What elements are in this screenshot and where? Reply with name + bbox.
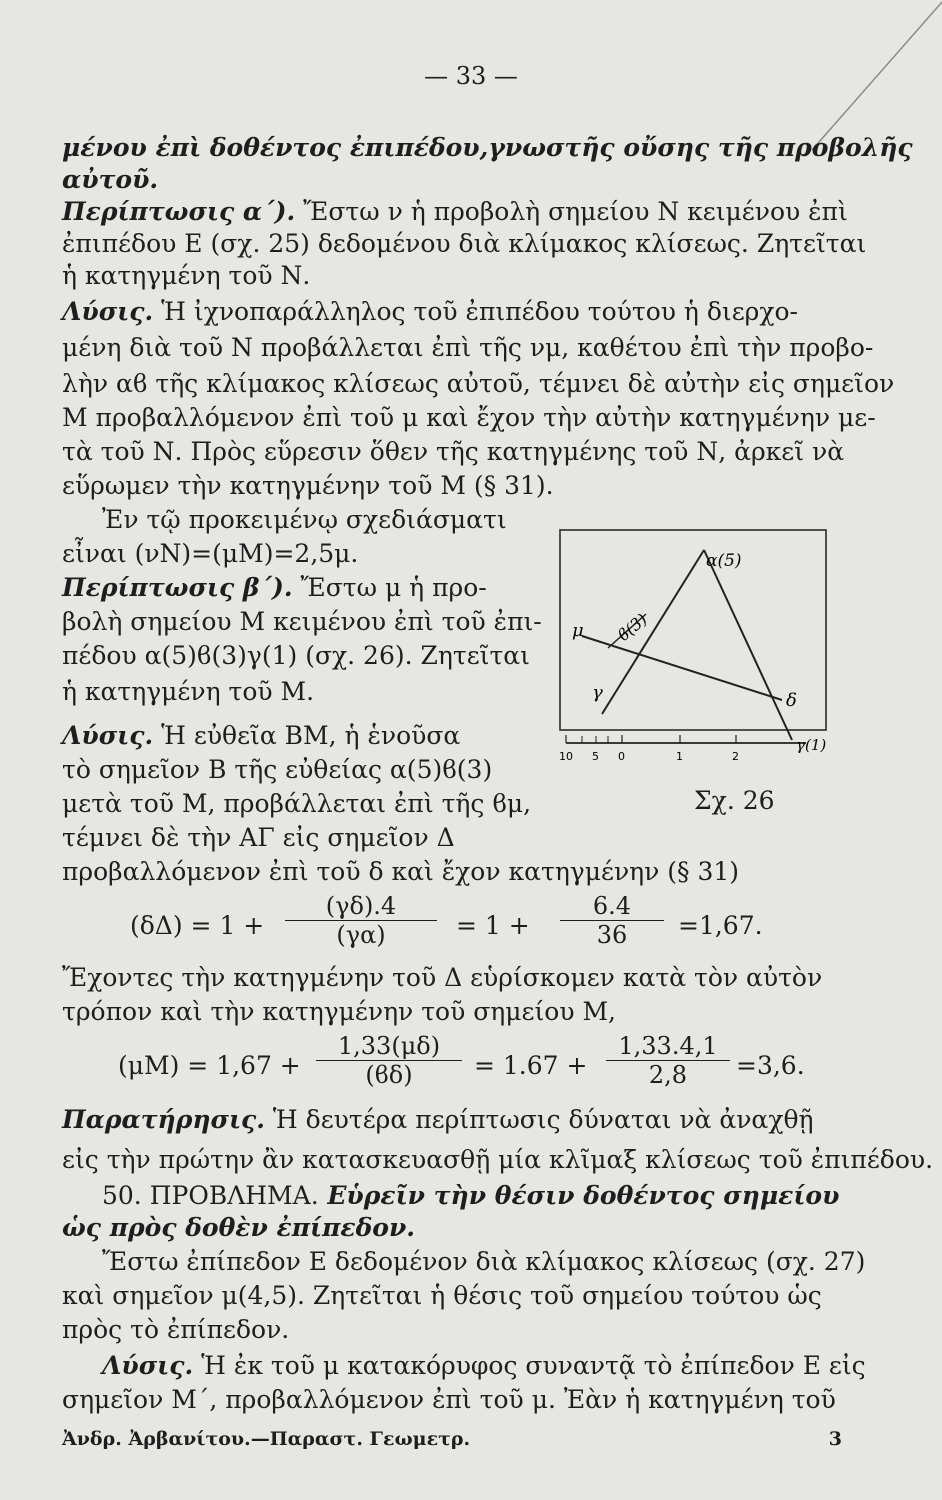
text-run: Ἡ ἰχνοπαράλληλος τοῦ ἐπιπέδου τούτου ἡ διερχο-: [153, 297, 798, 326]
formula-result: =1,67.: [678, 911, 763, 940]
solution-heading: Λύσις.: [102, 1351, 194, 1380]
label-delta: δ: [786, 690, 797, 711]
text-line: ἡ κατηγμένη τοῦ Μ.: [62, 677, 315, 706]
text-line: τρόπον καὶ τὴν κατηγμένην τοῦ σημείου Μ,: [62, 997, 617, 1026]
text-line: [102, 1350, 882, 1382]
text-line: μένη διὰ τοῦ Ν προβάλλεται ἐπὶ τῆς νμ, καθέτου ἐπὶ τὴν προβο-: [62, 333, 874, 362]
page-footer: [62, 1428, 842, 1450]
denominator: (ϐδ): [316, 1060, 462, 1089]
tick-label: 10: [559, 750, 573, 763]
text-line: πέδου α(5)ϐ(3)γ(1) (σχ. 26). Ζητεῖται: [62, 641, 530, 670]
formula-mid: = 1 +: [456, 911, 530, 940]
text-line: τὸ σημεῖον Β τῆς εὐθείας α(5)ϐ(3): [62, 755, 493, 784]
text-line: εὕρωμεν τὴν κατηγμένην τοῦ Μ (§ 31).: [62, 471, 554, 500]
text-line: εἶναι (νΝ)=(μΜ)=2,5μ.: [62, 539, 359, 568]
footer-author-title: Ἀνδρ. Ἀρβανίτου.—Παραστ. Γεωμετρ.: [62, 1428, 471, 1450]
formula-lhs: (δΔ) = 1 +: [130, 911, 265, 940]
text-run: Ἡ ἐκ τοῦ μ κατακόρυφος συναντᾷ τὸ ἐπίπεδον Ε εἰς: [193, 1351, 866, 1380]
text-line: τὰ τοῦ Ν. Πρὸς εὕρεσιν ὅθεν τῆς κατηγμένης τοῦ Ν, ἀρκεῖ νὰ: [62, 437, 845, 466]
text-run: Ἡ δευτέρα περίπτωσις δύναται νὰ ἀναχθῇ: [264, 1105, 814, 1134]
text-line: [102, 1180, 882, 1212]
text-line: λὴν αϐ τῆς κλίμακος κλίσεως αὐτοῦ, τέμνει δὲ αὐτὴν εἰς σημεῖον: [62, 369, 895, 398]
text-line: μετὰ τοῦ Μ, προβάλλεται ἐπὶ τῆς ϐμ,: [62, 789, 532, 818]
text-line: εἰς τὴν πρώτην ἂν κατασκευασθῇ μία κλῖμαξ κλίσεως τοῦ ἐπιπέδου.: [62, 1145, 934, 1174]
text-line: μένου ἐπὶ δοθέντος ἐπιπέδου,γνωστῆς οὔσης τῆς προβολῆς: [62, 133, 913, 162]
figure-caption: Σχ. 26: [694, 786, 775, 815]
tick-label: 5: [592, 750, 599, 763]
figure-26-diagram: [556, 528, 830, 778]
denominator: 2,8: [606, 1060, 730, 1089]
line-a-gamma1: [704, 550, 792, 740]
fraction: [285, 892, 437, 949]
text-line: τέμνει δὲ τὴν ΑΓ εἰς σημεῖον Δ: [62, 823, 455, 852]
tick-label: 0: [618, 750, 625, 763]
fraction: [560, 892, 664, 949]
text-line: ὡς πρὸς δοθὲν ἐπίπεδον.: [62, 1213, 416, 1242]
label-b3: ϐ(3): [614, 609, 651, 645]
label-a5: α(5): [706, 551, 742, 571]
text-line: καὶ σημεῖον μ(4,5). Ζητεῖται ἡ θέσις τοῦ σημείου τούτου ὡς: [62, 1281, 822, 1310]
label-gamma: γ: [592, 682, 603, 703]
numerator: (γδ).4: [325, 892, 397, 920]
fraction: [606, 1032, 730, 1089]
formula-lhs: (μΜ) = 1,67 +: [118, 1051, 301, 1080]
text-run: Ἡ εὐθεῖα ΒΜ, ἡ ἑνοῦσα: [153, 721, 461, 750]
text-line: Ἔχοντες τὴν κατηγμένην τοῦ Δ εὑρίσκομεν κατὰ τὸν αὐτὸν: [62, 963, 823, 992]
solution-heading: Λύσις.: [62, 721, 154, 750]
label-mu: μ: [572, 620, 584, 641]
formula-result: =3,6.: [736, 1051, 805, 1080]
text-line: προβαλλόμενον ἐπὶ τοῦ δ καὶ ἔχον κατηγμένην (§ 31): [62, 857, 740, 886]
fraction: [316, 1032, 462, 1089]
text-line: ἐπιπέδου Ε (σχ. 25) δεδομένου διὰ κλίμακος κλίσεως. Ζητεῖται: [62, 229, 867, 258]
page-number: — 33 —: [424, 62, 518, 90]
text-line: [62, 196, 848, 228]
text-run: Ἔστω μ ἡ προ-: [292, 573, 487, 602]
text-line: Ἔστω ἐπίπεδον Ε δεδομένον διὰ κλίμακος κλίσεως (σχ. 27): [102, 1247, 866, 1276]
text-line: βολὴ σημείου Μ κειμένου ἐπὶ τοῦ ἐπι-: [62, 607, 542, 636]
text-line: Ἐν τῷ προκειμένῳ σχεδιάσματι: [102, 505, 507, 534]
case-heading: Περίπτωσις α΄).: [62, 197, 296, 226]
formula-mid: = 1.67 +: [474, 1051, 588, 1080]
problem-title: Εὑρεῖν τὴν θέσιν δοθέντος σημείου: [318, 1181, 840, 1210]
text-line: σημεῖον Μ΄, προβαλλόμενον ἐπὶ τοῦ μ. Ἐὰν ἡ κατηγμένη τοῦ: [62, 1385, 836, 1414]
case-heading: Περίπτωσις β΄).: [62, 573, 293, 602]
denominator: (γα): [285, 920, 437, 949]
numerator: 1,33.4,1: [618, 1032, 718, 1060]
text-run: Ἔστω ν ἡ προβολὴ σημείου Ν κειμένου ἐπὶ: [295, 197, 848, 226]
denominator: 36: [560, 920, 664, 949]
text-line: αὐτοῦ.: [62, 165, 159, 194]
tick-label: 2: [732, 750, 739, 763]
text-line: [62, 296, 842, 328]
text-line: πρὸς τὸ ἐπίπεδον.: [62, 1315, 290, 1344]
line-b-delta: [582, 636, 782, 700]
numerator: 1,33(μδ): [337, 1032, 441, 1060]
solution-heading: Λύσις.: [62, 297, 154, 326]
text-line: [62, 1104, 842, 1136]
text-line: Μ προβαλλόμενον ἐπὶ τοῦ μ καὶ ἔχον τὴν αὐτὴν κατηγμένην με-: [62, 403, 876, 432]
problem-number: 50. ΠΡΟΒΛΗΜΑ.: [102, 1181, 319, 1210]
footer-signature: 3: [828, 1428, 842, 1450]
text-line: ἡ κατηγμένη τοῦ Ν.: [62, 261, 311, 290]
label-gamma1: γ(1): [796, 736, 827, 754]
remark-heading: Παρατήρησις.: [62, 1105, 265, 1134]
numerator: 6.4: [592, 892, 632, 920]
tick-label: 1: [676, 750, 683, 763]
